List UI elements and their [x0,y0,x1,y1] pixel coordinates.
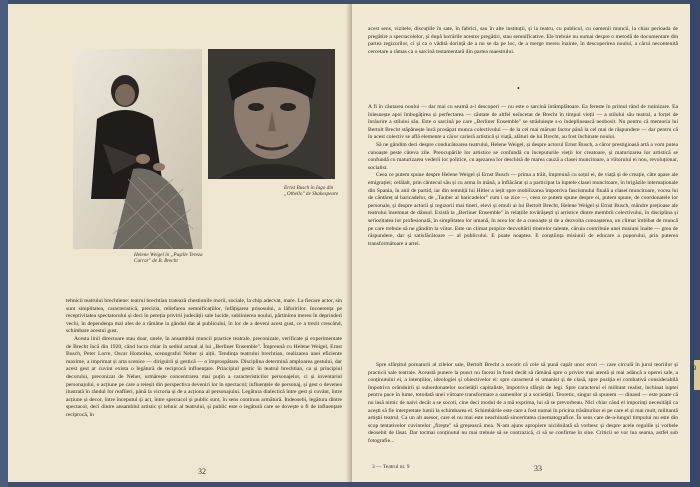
right-bottom-text [368,362,678,450]
right-paragraph: Spre sfârșitul pornaturii al zilelor sale, Bertolt Brecht a socotit că cele să pună capăt unor erori — care circulă în jurul teoriilor și practicii sale teatrale. Această punere la punct nu faceai în fond decât să rămână spre o privire mai atentă și mai adâncă a operei sale, a conținutului ei, a intențiilor, ideologiei și obiectivelor ei: spre caracterul ei umanist și de clasă, spre poziția ei combativă considerabilă împotriva orânduirii și subordonatelor societății capitaliste, împotriva sfârșit de legi. Spre caracterul ei militant realist, închinat luptei pentru pace în lume, totodată unei viitoare transformare a oamenilor și a societății. Teoretic, singur să spunem — dinaud — este poate că nu lasă nimic de naivi decât a se socoti, cine deci modul de a mă exprima, lui să se prevorbeau. Nici chiar când el imporinți necesității ca acești să fie interpretate lumii la schimbarea el. Schimbările este care a fost numai în pricina trăsăturilor ei pe care el și mai mult, militantă artiștii teatrul. Ca un alt asesor, care el nu mai este neachinată sinceritatea cinematografice. În sens care de-a-lungul timpului nu este din scop tentativelor cuvintelor „fireşte" să greșească mea. N-am ajuns apropiere nicidoilată să vorbesc și despre acele regulile și vorbele deosebit de lăsat. Dar tocmai conținutul nu mai trebuie să se contrazică, ci să se confirme în sine. Criticii se vor lua seama, astfel sub fotografie... [368,362,678,444]
section-divider-marker: • [517,84,520,93]
right-paragraph: Să ne gândim deci despre conducătoarea teatrului, Helene Weigel, și despre actorul Ernst Busch, a căror prestigioasă artă a vom putea cunoaște peste câteva zile. Preocupările lor artistice se confundă cu începuturile vieții lor creatoare, și maturizarea lor artistică se confundă cu maturizarea vederii lor politice, cu aşezarea lor deschisă de marea cauză a clasei muncitoare, a viitorului ei nou, revoluționar, socialist. [368,141,678,171]
spine-tab [694,360,700,390]
photo-ernst-busch [208,49,335,179]
right-paragraph: acest sens, vizitele, discuțiile în sate, în fabrici, sau în alte instituții, și la teatru, cu publicul, cu oamenii muncii, la chiar perioada de pregătire a spectacolelor, și după lucrările acestor pregătiri, stau semnificative. Ele trebuie nu numai despre o metodă de documentare din partea regizorilor, ci și ca o vădită dorință de a nu se da pe loc, de a merge mereu înainte, în descoperirea noului, a cărui necontenită cercetare a rămas ca o sarcină testamentară din partea maestrului. [368,26,678,55]
page-number-right: 33 [534,464,542,473]
photo-helene-weigel-image [73,49,202,249]
book-cover-left-edge [0,0,8,487]
running-footer: 3 — Teatrul nr. 9 [372,464,410,470]
caption-helene-weigel: Helene Weigel în „Puştile Tereza Carrar" de B. Brecht [134,252,203,265]
right-paragraph: Ceea ce putem spune despre Helene Weigel și Ernst Busch — prima a trăit, împreună cu soțul ei, de viață și de creație, câte apare ale emigrației; celălalt, prin cântecul său și cu arma în mână, a înflăcărat și a participat la luptele clasei muncitoare, în brigăzile internaționale din Spania, în anii de partid, iar din temniță lui Hitler a ieșit spre mobilizarea împotriva fascismului finală a clasei muncitoare, vocea lui de cântăreț al baricadelor, de „Tauber al baricadelor" cum i se zice —, ceea ce putem spune despre ei, putem spune, de coordonatele lor personale, și despre actorii și regizorii mai tineri, elevi și emuli ai lui Bertolt Brecht, Helene Weigel și Ernst Busch, mândre prețioase ale teatrului însemnat de dânsul. Există la „Berliner Ensemble" în relațiile tovărășești și artistice dintre membrii colectivului, în disciplina și seriozitatea lor profesională, în simplitatea lor umană, în acea lor de a cunoaște și de a dezvolta cunoașterea, un climat îmbibat de muncă pe care trebuie să ne gândim la viitor. Este un climat propice dezvoltării tinerelor talente, căruia contribuie unei misiuni înalte — grea de răspundere, dar și satisfăcătoare — al publicului. E poate noaptea. E conștiința misiunii de educare a poporului, prin puterea transformătoare a artei. [368,172,678,247]
book-cover-right-edge [690,0,700,487]
left-paragraph: tehnicii teatrului brechtiene: teatrul brechtian tratează chestiunile morii, sociale, la chip adecvat, mare. La fiecare actor, sin sunt simplitatea, caracteristică, precizia, reliefarea semnificațiilor, înfățișarea prisosului, a lăfuririlor. Incoerența pe receptivitatea spectatorului și deci în pereția privirii judecății sale lucide, sublinierea noului, părtinirea mereu în deprinderi vechi, în dependența mai ales de a rămâne la gândul dat al publicului, în loc de a deveni acest gust, ce a trezit crescând, schimbare acestui gust. [66,298,342,335]
right-paragraph: A fi în căutarea noului — dar mai cu seamă a-l descoperi — nu este o sarcină întâmplătoare. Ea fereste în primul rând de rutinizare. Ea înlesnește apoi îmbogățirea și perfectarea — căutate de altfel neîncetat de Brecht în timpul vieții — a stilului său teatral, a forței de înrâurire a stilului său. Este o sarcină pe care „Berliner Ensemble" se străduiește s-o îndeplinească neobosit. Nu pentru că memoria lui Bertolt Brecht stăpânește încă prosăpat munca colectivului — de la cel mai mărunt factor până la cel mai de răspundere — dar pentru că în acest colectiv se află elemente a căror carieră artistică și viață, alături de lui Brecht, au fost închinate noului. [368,104,678,141]
left-body-text [66,298,342,448]
left-page [8,4,353,482]
page-number-left: 32 [198,467,206,476]
left-paragraph: Acesta linii directoare stau doar, unele, în ansamblul muncii practice teatrale, preconizate, verificate și experimentate de Brecht încă din 1920, când lucra chiar în sediul actual al lui „Berliner Ensemble". Împreună cu Helene Weigel, Ernst Busch, Peter Lorre, Oscar Homolka, scenograful Neher și alții. Tendința teatrului brechtian, realizarea unei eficiente maxime, a imprimat și arta scenice — diriguirii și gestică — o împrospătare. Disciplina determină amploarea gestului, dar acest gest ar cuvint exista o legătură de reciprocă influențare. Principiul gestic în teatrul brechtian, ca și principiul decorului, preconizat de Neher, urmărește concentrarea mai puțin a caracteristicilor personajelor, ci și inventariul personajului, o acțiune pe care a reieșit din perspectiva deveniri lor în spectacol; influențele de personaj, și gest o devenea ilustrată în rândul lor reaflieri, până la victoria și de a acționa al personajului. Legătura dialectică între gest și cuvânt, între acțiune și decor, între începutul și act, între spectacol și public sunt, în sens continuu armătură. Indeosebi, legătura dintre spectacol, deci dintre ansamblul artistic și tehnic al teatrului, și public este o legătură care se dovește o fi de influențare reciprocă, în [66,335,342,418]
spine-number: 9 [693,366,697,372]
right-page [352,4,690,482]
right-top-text [368,26,678,78]
caption-ernst-busch: Ernst Busch în Iago din „Othello" de Shakespeare [284,185,339,198]
photo-ernst-busch-image [208,49,335,179]
photo-helene-weigel [73,49,202,249]
right-middle-text [368,104,678,366]
